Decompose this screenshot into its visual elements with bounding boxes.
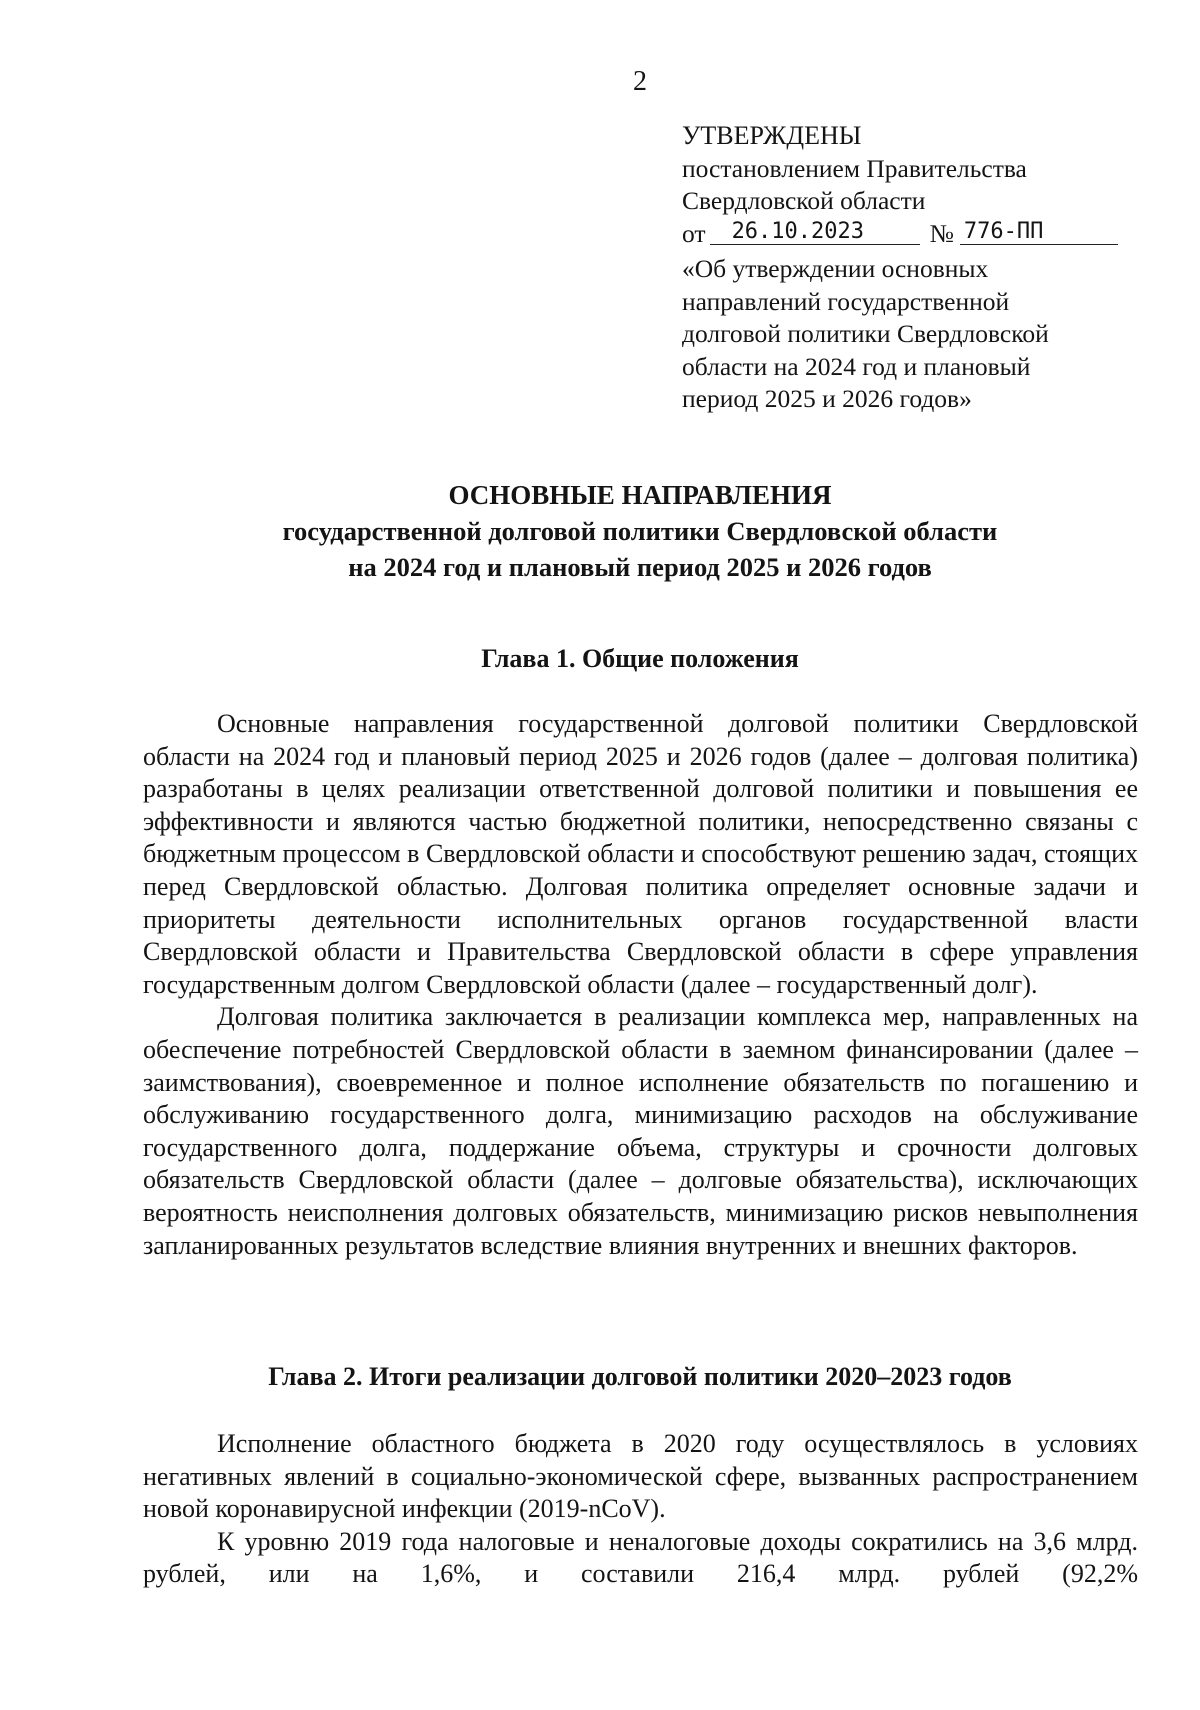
chapter-1-title: Глава 1. Общие положения: [481, 644, 799, 673]
document-title: [0, 477, 1200, 585]
approval-doc-title-line-5: период 2025 и 2026 годов»: [682, 384, 972, 413]
chapter-2-paragraph-2: К уровню 2019 года налоговые и неналоговые доходы сократились на 3,6 млрд. рублей, или на 1,6%, и составили 216,4 млрд. рублей (92,2%: [143, 1526, 1138, 1589]
date-prefix: от: [682, 218, 706, 248]
approval-doc-title-line-2: направлений государственной: [682, 286, 1010, 316]
approval-doc-title-line-1: «Об утверждении основных: [682, 254, 989, 283]
chapter-1-paragraph-1: Основные направления государственной долговой политики Свердловской области на 2024 год и плановый период 2025 и 2026 годов (далее – долговая политика) разработаны в целях реализации ответственной долговой политики и повышения ее эффективности и являются частью бюджетной политики, непосредственно связаны с бюджетным процессом в Свердловской области и способствуют решению задач, стоящих перед Свердловской областью. Долговая политика определяет основные задачи и приоритеты деятельности исполнительных органов государственной власти Свердловской области и Правительства Свердловской области в сфере управления государственным долгом Свердловской области (далее – государственный долг).: [143, 709, 1138, 999]
approval-line-1: постановлением Правительства: [682, 153, 1027, 183]
approval-number: 776-ПП: [960, 220, 1118, 245]
approval-doc-title-line-4: области на 2024 год и плановый: [682, 351, 1031, 381]
page-number: 2: [633, 66, 647, 97]
chapter-1-paragraph-2: Долговая политика заключается в реализации комплекса мер, направленных на обеспечение потребностей Свердловской области в заемном финансировании (далее – заимствования), своевременное и полное исполнение обязательств по погашению и обслуживанию государственного долга, минимизацию расходов на обслуживание государственного долга, поддержание объема, структуры и срочности долговых обязательств Свердловской области (далее – долговые обязательства), исключающих вероятность неисполнения долговых обязательств, минимизацию рисков невыполнения запланированных результатов вследствие влияния внутренних и внешних факторов.: [143, 1002, 1138, 1260]
approval-date: 26.10.2023: [710, 220, 920, 245]
document-title-line-1: ОСНОВНЫЕ НАПРАВЛЕНИЯ: [448, 480, 832, 510]
chapter-2-title: Глава 2. Итоги реализации долговой политики 2020–2023 годов: [268, 1362, 1012, 1391]
chapter-2-paragraph-1: Исполнение областного бюджета в 2020 году осуществлялось в условиях негативных явлений в социально-экономической сфере, вызванных распространением новой коронавирусной инфекции (2019-nCoV).: [143, 1429, 1138, 1524]
approval-doc-title-line-3: долговой политики Свердловской: [682, 319, 1049, 348]
approval-date-number-line: [682, 218, 1142, 251]
chapter-1-body: [143, 708, 1138, 1262]
number-sign: №: [929, 218, 954, 248]
approval-line-2: Свердловской области: [682, 186, 926, 215]
chapter-2-body: [143, 1428, 1138, 1591]
document-title-line-3: на 2024 год и плановый период 2025 и 2026 годов: [348, 552, 932, 582]
approval-stamp: [682, 120, 1142, 416]
document-title-line-2: государственной долговой политики Свердловской области: [282, 516, 998, 546]
approval-heading: УТВЕРЖДЕНЫ: [682, 121, 862, 150]
